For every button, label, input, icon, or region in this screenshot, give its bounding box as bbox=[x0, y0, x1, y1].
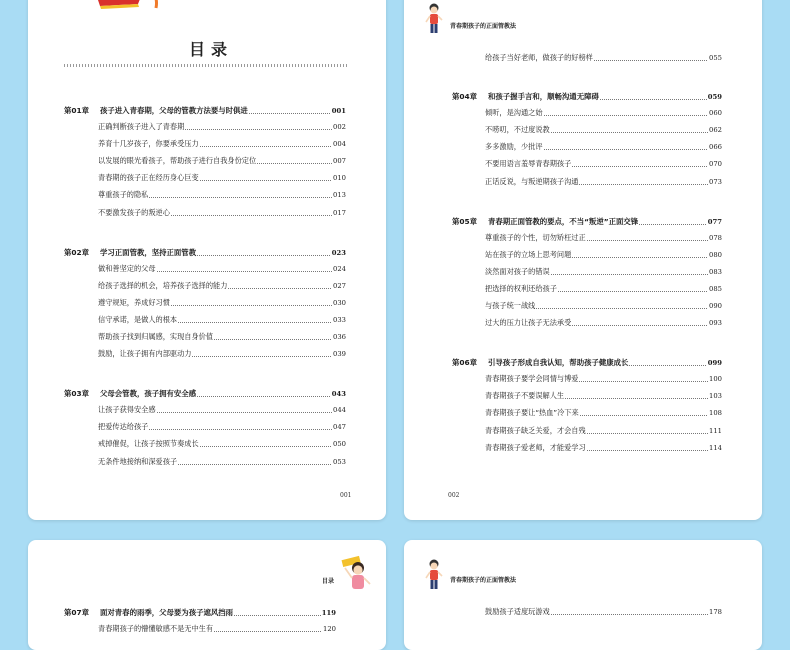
title-divider bbox=[64, 64, 348, 67]
toc-entry[interactable] bbox=[485, 391, 722, 401]
running-header: 青春期孩子的正面管教法 bbox=[450, 577, 517, 584]
dot-leader bbox=[580, 415, 708, 416]
entry-title: 让孩子获得安全感 bbox=[98, 405, 156, 415]
entry-page-number: 103 bbox=[709, 392, 722, 401]
dot-leader bbox=[572, 325, 708, 326]
toc-chapter-entry[interactable] bbox=[452, 216, 722, 227]
dot-leader bbox=[551, 274, 708, 275]
chapter-page-number: 059 bbox=[707, 93, 722, 102]
entry-page-number: 030 bbox=[333, 298, 346, 307]
entry-page-number: 055 bbox=[709, 54, 722, 62]
toc-entry[interactable] bbox=[485, 426, 722, 436]
toc-entry[interactable] bbox=[98, 624, 336, 634]
entry-title: 青春期的孩子正在经历身心巨变 bbox=[98, 173, 199, 183]
entry-title: 淡然面对孩子的错误 bbox=[485, 266, 550, 276]
entry-title: 多多激励，少批评 bbox=[485, 142, 543, 152]
entry-title: 把选择的权利还给孩子 bbox=[485, 283, 557, 293]
toc-entry[interactable] bbox=[98, 173, 346, 183]
toc-entry[interactable] bbox=[485, 142, 722, 152]
entry-title: 给孩子当好老师，做孩子的好榜样 bbox=[485, 53, 593, 62]
toc-entry[interactable] bbox=[485, 284, 722, 294]
entry-page-number: 070 bbox=[709, 160, 722, 169]
toc-entry[interactable] bbox=[98, 439, 346, 449]
entry-page-number: 050 bbox=[333, 440, 346, 449]
toc-entry[interactable] bbox=[485, 318, 722, 328]
toc-entry[interactable] bbox=[98, 264, 346, 274]
dot-leader bbox=[587, 433, 708, 434]
toc-entry[interactable] bbox=[98, 139, 346, 149]
toc-entry[interactable] bbox=[98, 190, 346, 200]
toc-entry[interactable] bbox=[485, 177, 722, 187]
dot-leader bbox=[157, 412, 333, 413]
toc-entry[interactable] bbox=[485, 301, 722, 311]
dot-leader bbox=[257, 163, 332, 164]
entry-title: 以发展的眼光看孩子，帮助孩子进行自我身份定位 bbox=[98, 156, 257, 166]
toc-entry[interactable] bbox=[485, 108, 722, 118]
entry-title: 青春期孩子要让“热血”冷下来 bbox=[485, 408, 579, 418]
entry-page-number: 004 bbox=[333, 140, 346, 149]
dot-leader bbox=[234, 615, 321, 616]
girl-figure-icon bbox=[340, 554, 374, 596]
toc-entry[interactable] bbox=[485, 267, 722, 277]
entry-title: 帮助孩子找到归属感，实现自身价值 bbox=[98, 332, 214, 341]
dot-leader bbox=[536, 308, 708, 309]
toc-chapter-entry[interactable] bbox=[64, 388, 346, 399]
entry-title: 遵守规矩，养成好习惯 bbox=[98, 297, 170, 307]
entry-title: 青春期孩子缺乏关爱，才会自残 bbox=[485, 425, 586, 435]
chapter-title: 学习正面管教，坚持正面管教 bbox=[100, 247, 197, 257]
dot-leader bbox=[200, 180, 332, 181]
dot-leader bbox=[587, 240, 708, 241]
chapter-page-number: 099 bbox=[707, 359, 722, 368]
dot-leader bbox=[149, 197, 332, 198]
entry-title: 鼓励，让孩子拥有内部驱动力 bbox=[98, 349, 192, 359]
entry-page-number: 036 bbox=[333, 333, 346, 341]
dot-leader bbox=[214, 339, 332, 340]
dot-leader bbox=[200, 146, 332, 147]
entry-title: 青春期孩子不要误解人生 bbox=[485, 391, 565, 401]
entry-page-number: 080 bbox=[709, 250, 722, 259]
dot-leader bbox=[572, 166, 708, 167]
dot-leader bbox=[579, 184, 708, 185]
entry-page-number: 024 bbox=[333, 264, 346, 273]
toc-entry[interactable] bbox=[98, 315, 346, 325]
toc-entry[interactable] bbox=[485, 53, 722, 63]
dot-leader bbox=[149, 429, 332, 430]
entry-title: 青春期孩子爱老师，才能爱学习 bbox=[485, 442, 586, 452]
entry-title: 青春期孩子要学会同情与博爱 bbox=[485, 374, 579, 384]
page-number: 001 bbox=[340, 492, 352, 499]
entry-title: 过大的压力让孩子无法承受 bbox=[485, 318, 572, 328]
entry-page-number: 066 bbox=[709, 143, 722, 152]
toc-entry[interactable] bbox=[98, 405, 346, 415]
entry-page-number: 178 bbox=[709, 608, 722, 616]
chapter-title: 面对青春的雨季，父母要为孩子遮风挡雨 bbox=[100, 608, 234, 617]
entry-page-number: 027 bbox=[333, 281, 346, 290]
entry-title: 倾听，是沟通之始 bbox=[485, 108, 543, 118]
toc-page-right-top bbox=[404, 0, 762, 520]
chapter-number: 第02章 bbox=[64, 247, 90, 257]
entry-page-number: 083 bbox=[709, 267, 722, 276]
dot-leader bbox=[185, 129, 332, 130]
toc-entry[interactable] bbox=[485, 607, 722, 617]
entry-page-number: 017 bbox=[333, 208, 346, 217]
entry-title: 青春期孩子的懵懂敏感不是无中生有 bbox=[98, 624, 214, 633]
dot-leader bbox=[544, 115, 709, 116]
toc-entry[interactable] bbox=[98, 156, 346, 166]
dot-leader bbox=[171, 215, 332, 216]
dot-leader bbox=[157, 271, 333, 272]
book-illustration bbox=[68, 0, 168, 12]
dot-leader bbox=[558, 291, 708, 292]
dot-leader bbox=[639, 224, 707, 225]
entry-title: 信守承诺，是做人的根本 bbox=[98, 314, 178, 324]
entry-page-number: 013 bbox=[333, 191, 346, 200]
toc-chapter-entry[interactable] bbox=[64, 247, 346, 258]
chapter-title: 孩子进入青春期，父母的管教方法要与时俱进 bbox=[100, 106, 248, 115]
entry-page-number: 039 bbox=[333, 350, 346, 359]
chapter-page-number: 001 bbox=[331, 107, 346, 115]
toc-entry[interactable] bbox=[485, 408, 722, 418]
dot-leader bbox=[629, 365, 706, 366]
entry-page-number: 033 bbox=[333, 315, 346, 324]
entry-page-number: 085 bbox=[709, 284, 722, 293]
toc-entry[interactable] bbox=[485, 233, 722, 243]
dot-leader bbox=[200, 446, 332, 447]
dot-leader bbox=[551, 614, 708, 615]
entry-page-number: 007 bbox=[333, 157, 346, 166]
running-header: 目录 bbox=[322, 578, 335, 585]
chapter-number: 第03章 bbox=[64, 389, 90, 399]
toc-entry[interactable] bbox=[98, 122, 346, 132]
toc-page-left-top bbox=[28, 0, 386, 520]
toc-chapter-entry[interactable] bbox=[64, 105, 346, 116]
toc-entry[interactable] bbox=[485, 374, 722, 384]
dot-leader bbox=[594, 60, 708, 61]
chapter-number: 第05章 bbox=[452, 216, 478, 226]
entry-page-number: 073 bbox=[709, 177, 722, 186]
entry-title: 做和善坚定的父母 bbox=[98, 263, 156, 273]
toc-chapter-entry[interactable] bbox=[452, 91, 722, 102]
entry-title: 尊重孩子的个性，切勿矫枉过正 bbox=[485, 232, 586, 242]
toc-entry[interactable] bbox=[98, 349, 346, 359]
entry-page-number: 100 bbox=[709, 375, 722, 384]
chapter-number: 第06章 bbox=[452, 358, 478, 368]
dot-leader bbox=[249, 113, 331, 114]
entry-title: 正话反说，与叛逆期孩子沟通 bbox=[485, 176, 579, 186]
dot-leader bbox=[197, 255, 331, 256]
entry-page-number: 060 bbox=[709, 109, 722, 118]
dot-leader bbox=[178, 464, 332, 465]
entry-title: 戒掉催促，让孩子按照节奏成长 bbox=[98, 439, 199, 449]
entry-page-number: 053 bbox=[333, 457, 346, 466]
dot-leader bbox=[600, 99, 707, 100]
dot-leader bbox=[171, 305, 332, 306]
toc-entry[interactable] bbox=[98, 281, 346, 291]
dot-leader bbox=[572, 257, 708, 258]
entry-title: 尊重孩子的隐私 bbox=[98, 190, 149, 200]
entry-page-number: 114 bbox=[709, 443, 722, 452]
entry-page-number: 078 bbox=[709, 233, 722, 242]
entry-page-number: 111 bbox=[709, 426, 722, 435]
boy-figure-icon bbox=[424, 558, 444, 592]
entry-title: 不要用语言羞辱青春期孩子 bbox=[485, 159, 572, 169]
chapter-title: 引导孩子形成自我认知，帮助孩子健康成长 bbox=[488, 358, 629, 368]
chapter-title: 和孩子握手言和，顺畅沟通无障碍 bbox=[488, 92, 599, 102]
entry-title: 把爱传达给孩子 bbox=[98, 422, 149, 432]
chapter-page-number: 077 bbox=[707, 217, 722, 226]
entry-page-number: 010 bbox=[333, 174, 346, 183]
toc-title: 目录 bbox=[189, 40, 234, 59]
dot-leader bbox=[551, 132, 708, 133]
running-header: 青春期孩子的正面管教法 bbox=[450, 23, 517, 30]
chapter-page-number: 119 bbox=[321, 609, 336, 617]
toc-entry[interactable] bbox=[485, 125, 722, 135]
toc-page-left-bottom bbox=[28, 540, 386, 650]
entry-title: 不要激发孩子的叛逆心 bbox=[98, 207, 170, 217]
chapter-page-number: 023 bbox=[331, 248, 346, 257]
entry-title: 养育十几岁孩子，你要承受压力 bbox=[98, 139, 199, 149]
entry-page-number: 002 bbox=[333, 123, 346, 131]
entry-title: 鼓励孩子适度玩游戏 bbox=[485, 607, 550, 616]
entry-page-number: 093 bbox=[709, 319, 722, 328]
toc-chapter-entry[interactable] bbox=[64, 607, 336, 618]
page-number: 002 bbox=[448, 492, 460, 499]
toc-entry[interactable] bbox=[98, 298, 346, 308]
toc-entry[interactable] bbox=[98, 332, 346, 342]
toc-chapter-entry[interactable] bbox=[452, 357, 722, 368]
entry-title: 不唠叨，不过度说教 bbox=[485, 125, 550, 135]
dot-leader bbox=[178, 322, 332, 323]
dot-leader bbox=[192, 356, 332, 357]
toc-entry[interactable] bbox=[485, 443, 722, 453]
entry-title: 正确判断孩子进入了青春期 bbox=[98, 122, 185, 131]
dot-leader bbox=[587, 450, 708, 451]
entry-page-number: 062 bbox=[709, 126, 722, 135]
dot-leader bbox=[228, 288, 332, 289]
chapter-number: 第01章 bbox=[64, 106, 90, 115]
chapter-number: 第04章 bbox=[452, 92, 478, 102]
toc-entry[interactable] bbox=[485, 250, 722, 260]
chapter-title: 父母会管教，孩子拥有安全感 bbox=[100, 389, 197, 399]
entry-page-number: 090 bbox=[709, 302, 722, 310]
entry-page-number: 108 bbox=[709, 409, 722, 418]
chapter-page-number: 043 bbox=[331, 390, 346, 399]
dot-leader bbox=[544, 149, 709, 150]
entry-page-number: 120 bbox=[323, 625, 336, 633]
boy-figure-icon bbox=[424, 2, 444, 36]
toc-entry[interactable] bbox=[98, 208, 346, 218]
entry-title: 站在孩子的立场上思考问题 bbox=[485, 249, 572, 259]
entry-page-number: 047 bbox=[333, 423, 346, 432]
dot-leader bbox=[565, 398, 708, 399]
entry-title: 无条件地接纳和深爱孩子 bbox=[98, 456, 178, 466]
toc-entry[interactable] bbox=[98, 457, 346, 467]
dot-leader bbox=[197, 396, 331, 397]
chapter-number: 第07章 bbox=[64, 608, 90, 617]
entry-page-number: 044 bbox=[333, 406, 346, 415]
toc-entry[interactable] bbox=[98, 422, 346, 432]
toc-entry[interactable] bbox=[485, 159, 722, 169]
entry-title: 给孩子选择的机会，培养孩子选择的能力 bbox=[98, 280, 228, 290]
toc-page-right-bottom bbox=[404, 540, 762, 650]
entry-title: 与孩子统一战线 bbox=[485, 301, 536, 310]
dot-leader bbox=[579, 381, 708, 382]
chapter-title: 青春期正面管教的要点，不当“叛逆”正面交锋 bbox=[488, 216, 639, 226]
